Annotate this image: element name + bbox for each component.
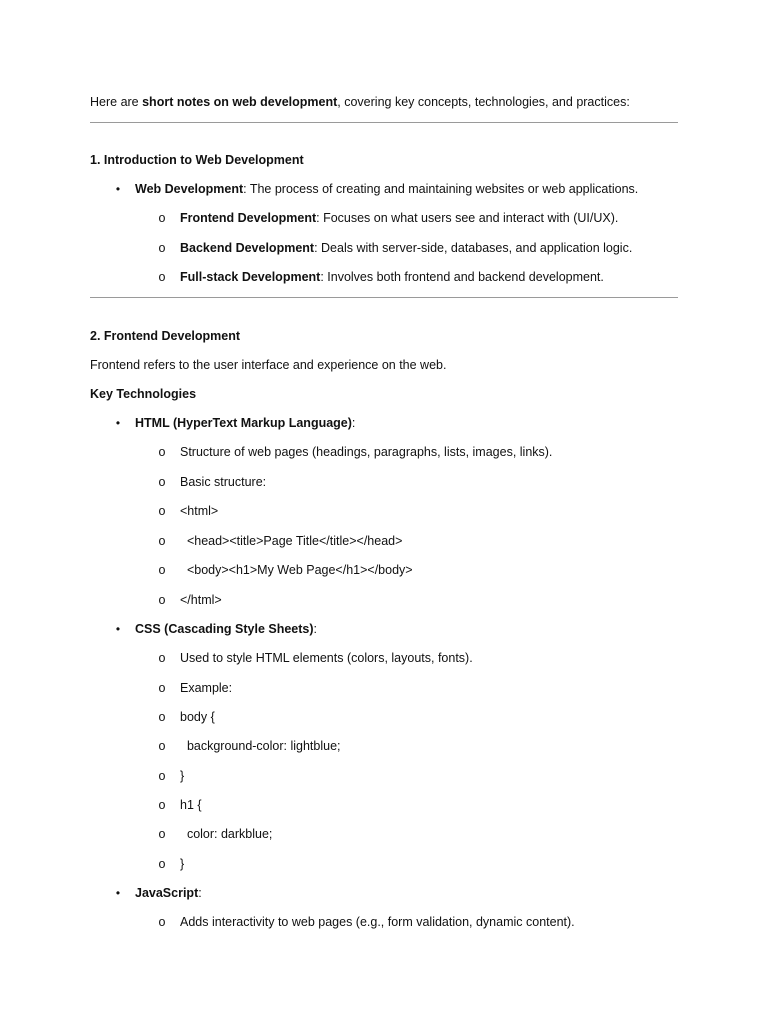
sub-list-item [180,269,604,285]
code-line: <body><h1>My Web Page</h1></body> [180,563,413,577]
sub-bullet-marker: o [158,445,166,459]
section-heading: 1. Introduction to Web Development [90,153,304,167]
list-item [135,181,638,197]
sub-item-text: : Deals with server-side, databases, and application logic. [314,241,633,255]
sub-item-term: Backend Development [180,241,315,255]
sub-bullet-marker: o [158,739,166,753]
sub-bullet-marker: o [158,270,166,284]
sub-list-item: Structure of web pages (headings, paragraphs, lists, images, links). [180,445,553,459]
bullet-marker: • [115,886,121,900]
sub-list-item [180,240,632,256]
sub-bullet-marker: o [158,798,166,812]
code-line: background-color: lightblue; [180,739,341,753]
paragraph: Frontend refers to the user interface and experience on the web. [90,358,447,372]
list-item-colon: : [198,886,202,900]
code-line: } [180,857,185,871]
sub-item-term: Full-stack Development [180,270,321,284]
sub-list-item [180,210,618,226]
sub-list-item: Adds interactivity to web pages (e.g., form validation, dynamic content). [180,915,575,929]
bullet-marker: • [115,416,121,430]
intro-suffix: , covering key concepts, technologies, and practices: [337,95,630,109]
section-heading: 2. Frontend Development [90,329,241,343]
code-line: } [180,769,185,783]
code-line: <html> [180,504,219,518]
intro-line [90,94,630,110]
list-item-term: CSS (Cascading Style Sheets) [135,622,314,636]
sub-bullet-marker: o [158,563,166,577]
sub-bullet-marker: o [158,534,166,548]
list-item-term: JavaScript [135,886,199,900]
sub-bullet-marker: o [158,915,166,929]
sub-bullet-marker: o [158,857,166,871]
code-line: color: darkblue; [180,827,273,841]
bullet-marker: • [115,182,121,196]
sub-bullet-marker: o [158,475,166,489]
list-item [135,415,355,431]
code-line: body { [180,710,215,724]
sub-list-item: Used to style HTML elements (colors, layouts, fonts). [180,651,473,665]
sub-bullet-marker: o [158,827,166,841]
list-item [135,885,202,901]
sub-bullet-marker: o [158,769,166,783]
sub-bullet-marker: o [158,681,166,695]
list-item-term: Web Development [135,182,244,196]
sub-item-text: : Involves both frontend and backend development. [320,270,604,284]
list-item-colon: : [351,416,356,430]
horizontal-rule [90,297,678,298]
sub-bullet-marker: o [158,710,166,724]
intro-prefix: Here are [90,95,143,109]
list-item-text: : The process of creating and maintaining websites or web applications. [243,182,639,196]
intro-bold: short notes on web development [142,95,338,109]
sub-item-term: Frontend Development [180,211,317,225]
list-item-colon: : [313,622,318,636]
sub-bullet-marker: o [158,211,166,225]
code-line: <head><title>Page Title</title></head> [180,534,403,548]
sub-bullet-marker: o [158,593,166,607]
sub-list-item: Example: [180,681,233,695]
subheading: Key Technologies [90,387,197,401]
sub-bullet-marker: o [158,241,166,255]
sub-bullet-marker: o [158,504,166,518]
horizontal-rule [90,122,678,123]
sub-bullet-marker: o [158,651,166,665]
list-item-term: HTML (HyperText Markup Language) [135,416,352,430]
sub-list-item: Basic structure: [180,475,267,489]
bullet-marker: • [115,622,121,636]
code-line: </html> [180,593,222,607]
code-line: h1 { [180,798,202,812]
sub-item-text: : Focuses on what users see and interact with (UI/UX). [316,211,619,225]
list-item [135,621,317,637]
